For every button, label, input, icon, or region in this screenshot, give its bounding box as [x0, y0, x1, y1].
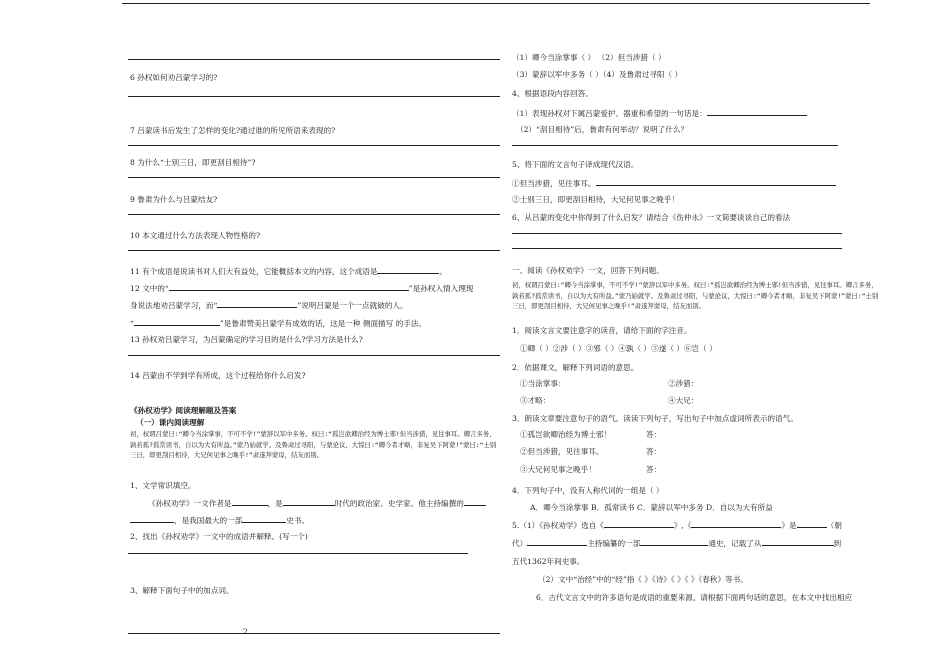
blank[interactable]	[130, 515, 174, 523]
blank[interactable]	[169, 283, 409, 291]
question-12-text-f: ”是鲁肃赞美吕蒙学有成效的话，这是一种 侧面描写 的手法。	[219, 319, 427, 328]
right-q5-1-text: ①但当涉猎，见往事耳。	[512, 179, 596, 188]
answer-1-text-b: ，是	[267, 499, 283, 508]
answer-1-line-2	[130, 515, 309, 526]
question-11: 11 有个成语是说读书对人们大有益处，它能概括本文的内容，这个成语是 。	[130, 267, 448, 276]
blank[interactable]	[596, 178, 836, 186]
question-8: 8 为什么“士别三日，即更刮目相待”?	[130, 158, 256, 167]
blank[interactable]	[232, 498, 268, 506]
answer-1-text-d: ，是我国最大的一部	[174, 516, 243, 525]
answer-line	[128, 145, 500, 146]
right-q5-1	[512, 178, 836, 189]
question-11-text: 11 有个成语是说读书对人们大有益处，它能概括本文的内容，这个成语是	[130, 267, 378, 276]
answer-1-text-c: 时代的政治家、史学家。他主持编撰的	[334, 499, 464, 508]
exercise-3-c-ans: 答：	[646, 465, 662, 474]
exercise-5-line-1	[512, 520, 842, 531]
answer-line	[128, 177, 500, 178]
question-7: 7 吕蒙读书后发生了怎样的变化?通过谁的所见所语来表现的?	[130, 126, 336, 135]
right-q4: 4、根据语段内容回答。	[512, 89, 593, 98]
exercise-4: 4．下列句子中，没有人称代词的一组是（ ）	[512, 486, 664, 495]
question-10: 10 本文通过什么方法表现人物性格的?	[130, 231, 261, 240]
answer-line	[128, 250, 500, 251]
answer-1: 1、文学常识填空。	[130, 481, 196, 490]
question-12-text-e: “	[130, 319, 134, 328]
exercise-3-a: ①孤岂欲卿治经为博士邪！	[520, 430, 612, 439]
answer-line	[512, 145, 838, 146]
question-12-line-3	[130, 318, 426, 329]
blank[interactable]	[217, 300, 297, 308]
exercise-passage: 初，权谓吕蒙曰:“卿今当涂掌事，不可不学!”蒙辞以军中多务。权曰:“孤岂欲卿治经为博士邪!但当涉猎，见往事耳。卿言多务，孰若孤?孤常读书，自以为大有所益。”蒙乃始就学。及鲁肃过寻阳，与蒙论议，大惊曰:“卿今者才略，非复吴下阿蒙!”蒙曰:“士别三日，即更刮目相待，大兄何见事之晚乎!”肃遂拜蒙母，结友而别。	[512, 281, 879, 310]
exercise-5-text-b: 》,《	[673, 521, 692, 530]
question-9: 9 鲁肃为什么与吕蒙结友?	[130, 195, 218, 204]
exercise-2-c: ③才略：	[520, 396, 551, 405]
top-rule	[122, 3, 870, 4]
question-12-text-b: ”是孙权入情入理现	[408, 284, 474, 293]
exercise-3-a-ans: 答：	[646, 430, 662, 439]
answer-line	[128, 355, 500, 356]
right-q4-2: （2）“刮目相待”后，鲁肃有何举动？说明了什么？	[516, 125, 689, 134]
right-q5-2: ②士别三日，即更刮目相待，大兄何见事之晚乎！	[512, 195, 680, 204]
exercise-5-line-4: （2）文中“治经”中的“经”指《 》《诗》《 》《 》《春秋》等书。	[538, 575, 748, 584]
exercise-5-text-h: 到	[833, 539, 842, 548]
right-q6: 6、从吕蒙的变化中你得到了什么启发？请结合《伤仲永》一文简要谈谈自己的看法	[512, 213, 791, 222]
exercise-3-b-ans: 答：	[646, 447, 662, 456]
question-12-text-a: 12 文中的“	[130, 284, 169, 293]
exercise-heading: 一、阅读《孙权劝学》一文，回答下列问题。	[512, 266, 664, 275]
blank[interactable]	[707, 108, 807, 116]
answer-3: 3、解释下面句子中的加点词。	[130, 586, 234, 595]
answer-1-text-a: 《孙权劝学》一文作者是	[148, 499, 232, 508]
right-item-1: （1）卿今当涂掌事（ ） （2）但当涉猎（ ）	[512, 53, 666, 62]
exercise-2-a: ①当涂掌事：	[520, 379, 566, 388]
question-12-line-2	[130, 300, 408, 311]
answer-1-line-1	[148, 498, 486, 509]
exercise-4-options: A．卿今当涂掌事 B．孤常读书 C．蒙辞以军中多务 D．自以为大有所益	[530, 503, 773, 512]
right-q4-1-text: （1）表现孙权对下属吕蒙爱护、器重和希望的一句话是：	[512, 109, 707, 118]
answer-line	[128, 214, 500, 215]
exercise-5-text-e: 代）	[512, 539, 528, 548]
blank[interactable]	[527, 538, 587, 546]
blank[interactable]	[464, 498, 486, 506]
right-item-2: （3）蒙辞以军中多务（ ）（4）及鲁肃过寻阳（ ）	[512, 70, 683, 79]
blank[interactable]	[762, 538, 834, 546]
exercise-1-items: ①卿（ ）②涉（ ）③邪（ ）④孰（ ）⑤遂（ ）⑥岂（ ）	[520, 344, 717, 353]
passage-text: 初，权谓吕蒙曰:“卿今当涂掌事，不可不学!”蒙辞以军中多务。权曰:“孤岂欲卿治经为博士邪!但当涉猎，见往事耳。卿言多务，孰若孤?孤常读书，自以为大有所益。”蒙乃始就学。及鲁肃过寻阳，与蒙论议，大惊曰:“卿今者才略，非复吴下阿蒙!”蒙曰:“士别三日，即更刮目相待，大兄何见事之晚乎!”肃遂拜蒙母，结友而别。	[130, 430, 497, 459]
blank[interactable]	[797, 520, 827, 528]
blank[interactable]	[134, 318, 220, 326]
exercise-5-text-f: 主持编纂的一部	[587, 539, 641, 548]
exercise-5-text-d: （朝	[826, 521, 842, 530]
blank[interactable]	[604, 520, 674, 528]
answer-line	[128, 59, 500, 60]
answer-1-text-e: 史书。	[286, 516, 310, 525]
answer-line	[512, 248, 842, 249]
exercise-2: 2．依据课文，解释下列词语的意思。	[512, 363, 639, 372]
section-subtitle: （一）课内阅读理解	[136, 418, 205, 427]
exercise-5-line-2	[512, 538, 841, 549]
exercise-5-text-c: 》是	[781, 521, 797, 530]
answer-line	[128, 96, 500, 97]
exercise-3-b: ②但当涉猎，见往事耳。	[520, 447, 604, 456]
blank[interactable]	[283, 498, 335, 506]
blank[interactable]	[377, 266, 439, 274]
exercise-5-text-g: 通史，记载了从	[708, 539, 762, 548]
answer-line	[512, 233, 842, 234]
exercise-3-c: ③大兄何见事之晚乎！	[520, 465, 596, 474]
question-14: 14 吕蒙由不学到学有所成，这个过程给你什么启发?	[130, 371, 306, 380]
exercise-2-b: ②涉猎：	[668, 379, 699, 388]
exercise-2-d: ④大兄：	[668, 396, 699, 405]
exercise-5-line-3: 五代1362年间史事。	[512, 557, 585, 566]
page-number: 2	[243, 627, 248, 636]
answer-line	[128, 553, 468, 554]
question-6: 6 孙权如何劝吕蒙学习的?	[130, 73, 218, 82]
blank[interactable]	[242, 515, 286, 523]
question-13: 13 孙权劝吕蒙学习，为吕蒙确定的学习目的是什么?学习方法是什么?	[130, 335, 363, 344]
blank[interactable]	[640, 538, 708, 546]
question-12-text-c: 身说法地劝吕蒙学习，而“	[130, 301, 218, 310]
blank[interactable]	[691, 520, 781, 528]
right-q5: 5、将下面的文言句子译成现代汉语。	[512, 160, 639, 169]
answer-line	[128, 633, 500, 634]
question-12-line-1	[130, 283, 473, 294]
exercise-5-text-a: 5.（1）《孙权劝学》选自《	[512, 521, 604, 530]
exercise-3: 3．朗读文章要注意句子的语气。读读下列句子，写出句子中加点虚词所表示的语气。	[512, 414, 798, 423]
exercise-1: 1．阅读文言文要注意字的读音，请给下面的字注音。	[512, 326, 692, 335]
question-12-text-d: ”说明吕蒙是一个一点就破的人。	[297, 301, 408, 310]
section-title: 《孙权劝学》阅读理解题及答案	[130, 406, 237, 415]
exercise-6: 6．古代文言文中的许多语句是成语的重要来源，请根据下面两句话的意思，在本文中找出相应	[536, 593, 853, 602]
right-q4-1	[512, 108, 807, 119]
answer-2: 2、找出《孙权劝学》一文中的成语并解释。(写一个)	[130, 532, 308, 541]
